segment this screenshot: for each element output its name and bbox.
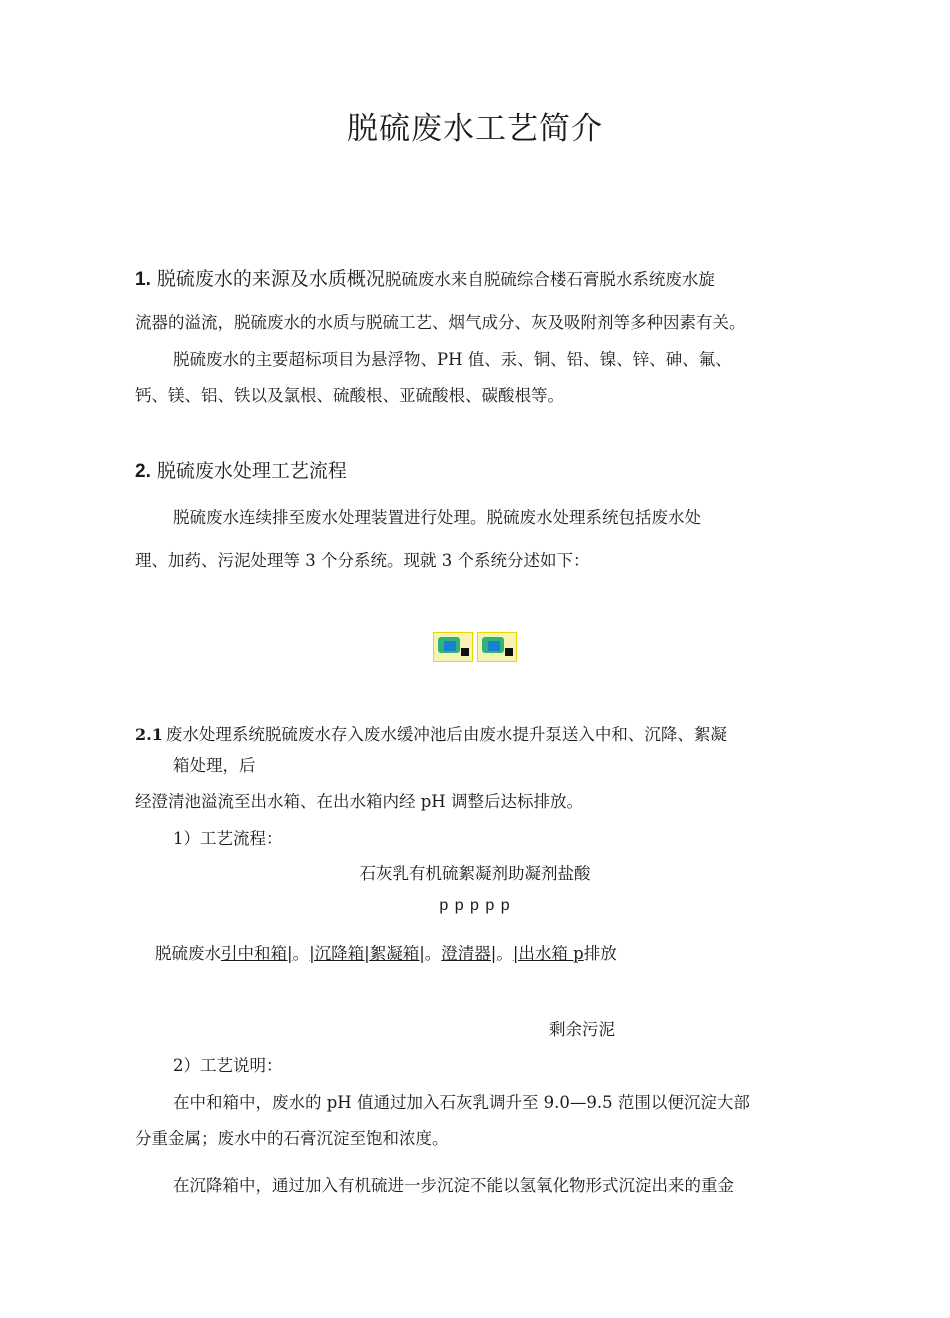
section-2-1-line-2: 箱处理，后 — [173, 756, 256, 775]
section-2-1-text: 废水处理系统脱硫废水存入废水缓冲池后由废水提升泵送入中和、沉降、絮凝 — [165, 725, 727, 744]
flow-settling-tank: |沉降箱| — [309, 944, 370, 963]
section-2-1-number: 2.1 — [135, 725, 163, 744]
process-diagram-thumbnails — [433, 632, 517, 662]
flow-separator-3: 。 — [496, 944, 513, 963]
section-2-number: 2. — [135, 461, 151, 482]
section-2-1-line-3: 经澄清池溢流至出水箱、在出水箱内经 pH 调整后达标排放。 — [135, 792, 583, 811]
section-1-line-1 — [135, 264, 715, 291]
sludge-label: 剩余污泥 — [549, 1020, 615, 1039]
flow-label: 1）工艺流程： — [173, 829, 283, 848]
section-1-heading: 脱硫废水的来源及水质概况 — [156, 268, 385, 290]
page-title: 脱硫废水工艺简介 — [347, 111, 603, 147]
desc-label: 2）工艺说明： — [173, 1056, 283, 1075]
flow-outlet-tank: |出水箱 p — [512, 944, 584, 963]
section-1-line-4: 钙、镁、铝、铁以及氯根、硫酸根、亚硫酸根、碳酸根等。 — [135, 386, 564, 405]
dosing-arrows: p p p p p — [439, 897, 511, 914]
flow-clarifier: 澄清器| — [441, 944, 497, 963]
section-1-number: 1. — [135, 269, 151, 290]
desc-paragraph-1-line-2: 分重金属；废水中的石膏沉淀至饱和浓度。 — [135, 1129, 449, 1148]
section-2-line-2: 理、加药、污泥处理等 3 个分系统。现就 3 个系统分述如下： — [135, 551, 590, 570]
flow-end: 排放 — [583, 944, 617, 963]
desc-paragraph-2-line-1: 在沉降箱中，通过加入有机硫进一步沉淀不能以氢氧化物形式沉淀出来的重金 — [173, 1176, 734, 1195]
desc-paragraph-1-line-1: 在中和箱中，废水的 pH 值通过加入石灰乳调升至 9.0—9.5 范围以便沉淀大部 — [173, 1093, 750, 1112]
diagram-thumbnail-1 — [433, 632, 473, 662]
section-2-1-line-1 — [135, 721, 727, 745]
chemical-additives: 石灰乳有机硫絮凝剂助凝剂盐酸 — [359, 864, 591, 883]
process-flow-line — [155, 940, 617, 964]
flow-separator-2: 。 — [424, 944, 442, 963]
flow-neutralization-tank: 引中和箱| — [221, 944, 293, 963]
section-1-text-start: 脱硫废水来自脱硫综合楼石膏脱水系统废水旋 — [384, 270, 715, 289]
section-1-line-3: 脱硫废水的主要超标项目为悬浮物、PH 值、汞、铜、铅、镍、锌、砷、氟、 — [173, 350, 732, 369]
section-2-heading: 脱硫废水处理工艺流程 — [156, 460, 347, 482]
diagram-thumbnail-2 — [477, 632, 517, 662]
section-2-heading-line — [135, 456, 347, 483]
section-1-line-2: 流器的溢流，脱硫废水的水质与脱硫工艺、烟气成分、灰及吸附剂等多种因素有关。 — [135, 313, 746, 332]
section-2-line-1: 脱硫废水连续排至废水处理装置进行处理。脱硫废水处理系统包括废水处 — [173, 508, 701, 527]
flow-flocculation-tank: 絮凝箱| — [369, 944, 425, 963]
flow-start: 脱硫废水 — [155, 944, 221, 963]
flow-separator-1: 。 — [292, 944, 310, 963]
